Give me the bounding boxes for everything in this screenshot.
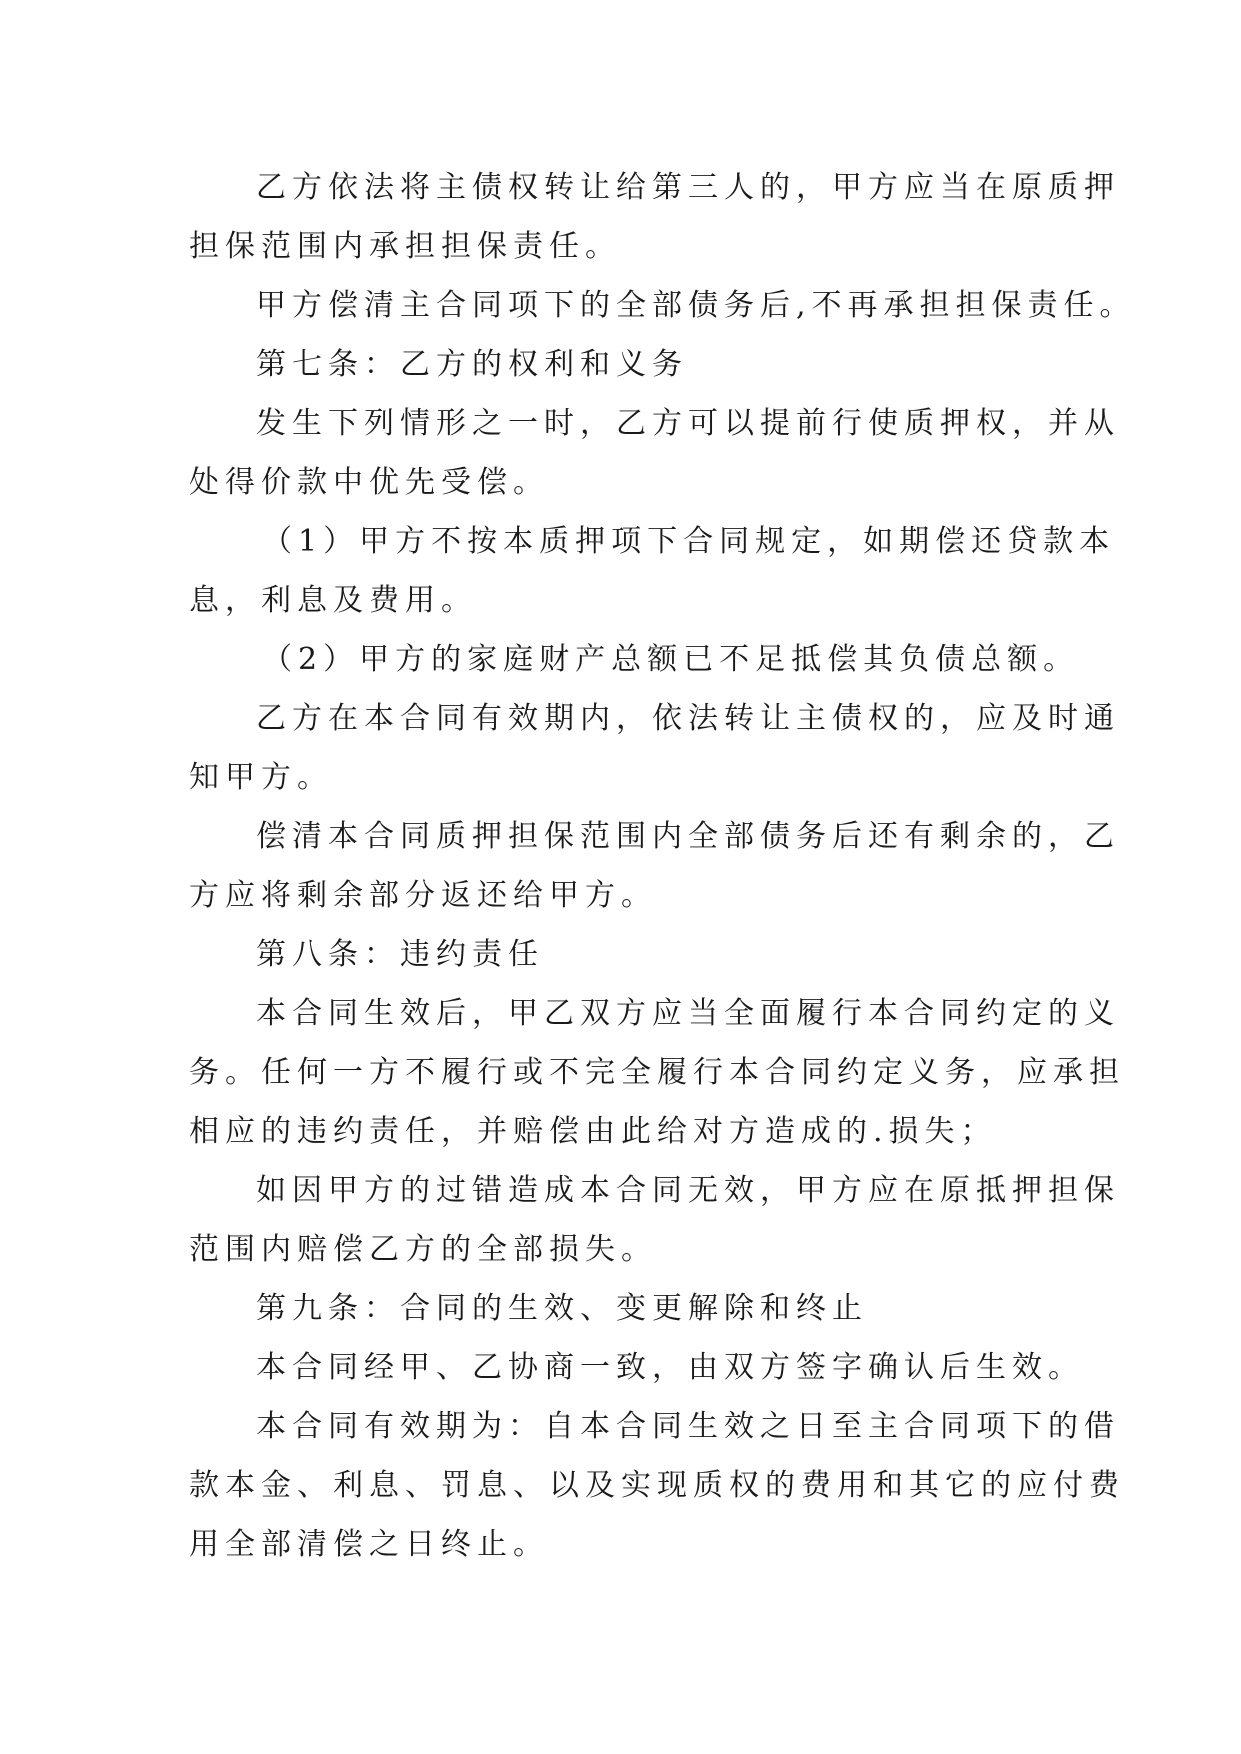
contract-text: [189, 158, 1136, 1574]
article-8-heading: 第八条：违约责任: [256, 937, 544, 972]
text-line: 方应将剩余部分返还给甲方。: [189, 878, 657, 913]
article-7-heading: 第七条：乙方的权利和义务: [256, 347, 688, 382]
text-line: 范围内赔偿乙方的全部损失。: [189, 1232, 657, 1267]
text-line: 务。任何一方不履行或不完全履行本合同约定义务，应承担: [189, 1055, 1125, 1090]
text-line: 用全部清偿之日终止。: [189, 1527, 549, 1562]
text-line: 本合同生效后，甲乙双方应当全面履行本合同约定的义: [256, 996, 1120, 1031]
list-item-1: （1）甲方不按本质押项下合同规定，如期偿还贷款本: [262, 524, 1116, 559]
text-line: 款本金、利息、罚息、以及实现质权的费用和其它的应付费: [189, 1468, 1125, 1503]
text-line: 本合同经甲、乙协商一致，由双方签字确认后生效。: [256, 1350, 1084, 1385]
list-item-2: （2）甲方的家庭财产总额已不足抵偿其负债总额。: [262, 642, 1080, 677]
text-line: 乙方在本合同有效期内，依法转让主债权的，应及时通: [256, 701, 1120, 736]
text-line: 知甲方。: [189, 760, 333, 795]
text-line: 息，利息及费用。: [189, 583, 477, 618]
text-line: 如因甲方的过错造成本合同无效，甲方应在原抵押担保: [256, 1173, 1120, 1208]
text-line: 乙方依法将主债权转让给第三人的，甲方应当在原质押: [256, 170, 1120, 205]
text-line: 本合同有效期为：自本合同生效之日至主合同项下的借: [256, 1409, 1120, 1444]
text-line: 相应的违约责任，并赔偿由此给对方造成的.损失；: [189, 1114, 997, 1149]
article-9-heading: 第九条：合同的生效、变更解除和终止: [256, 1291, 868, 1326]
text-line: 甲方偿清主合同项下的全部债务后,不再承担担保责任。: [256, 288, 1136, 323]
text-line: 发生下列情形之一时，乙方可以提前行使质押权，并从: [256, 406, 1120, 441]
text-line: 偿清本合同质押担保范围内全部债务后还有剩余的，乙: [256, 819, 1120, 854]
text-line: 担保范围内承担担保责任。: [189, 229, 621, 264]
text-line: 处得价款中优先受偿。: [189, 465, 549, 500]
